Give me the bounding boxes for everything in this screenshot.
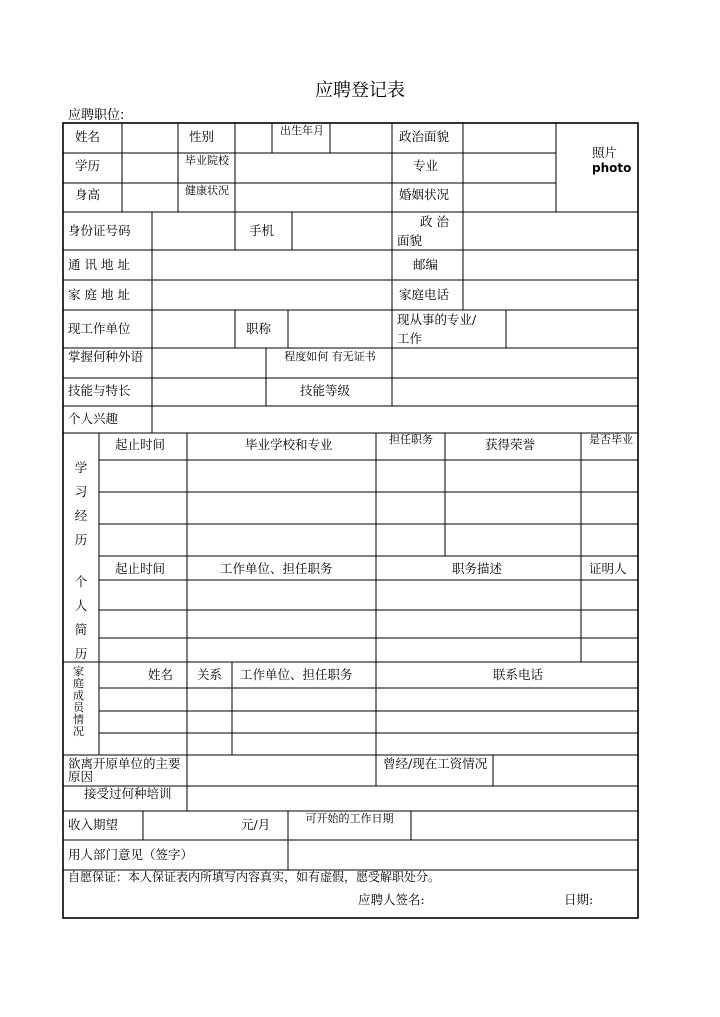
leave-reason-label: 欲离开原单位的主要原因 — [68, 756, 181, 784]
name-label: 姓名 — [75, 129, 101, 144]
salary-unit-label: 元/月 — [241, 817, 271, 832]
dept-opinion-label: 用人部门意见（签字） — [68, 847, 194, 862]
postcode-label: 邮编 — [413, 257, 439, 272]
language-level-label: 程度如何 有无证书 — [284, 350, 376, 363]
family-side-label: 家庭成员情况 — [73, 665, 84, 738]
skill-level-label: 技能等级 — [300, 383, 351, 398]
work-unit-header: 工作单位、担任职务 — [220, 561, 333, 576]
work-side-2: 人 — [74, 598, 88, 613]
current-work-label-b: 工作 — [397, 331, 423, 346]
photo-label-en: photo — [592, 161, 632, 175]
family-name-header: 姓名 — [148, 667, 174, 682]
study-graduated-header: 是否毕业 — [589, 433, 633, 446]
work-description-header: 职务描述 — [452, 561, 503, 576]
home-phone-label: 家庭电话 — [399, 287, 450, 302]
home-address-label: 家 庭 地 址 — [68, 287, 130, 302]
employer-label: 现工作单位 — [68, 321, 131, 336]
gender-label: 性别 — [189, 129, 215, 144]
study-position-header: 担任职务 — [389, 433, 433, 446]
pledge-text: 自愿保证：本人保证表内所填写内容真实，如有虚假，愿受解职处分。 — [68, 870, 441, 884]
position-label: 应聘职位: — [68, 108, 125, 123]
birth-label: 出生年月 — [280, 124, 324, 137]
work-side-3: 简 — [74, 622, 88, 637]
study-side-1: 学 — [74, 460, 88, 475]
politics2-label-b: 面貌 — [397, 233, 423, 248]
languages-label: 掌握何种外语 — [68, 349, 144, 364]
marital-label: 婚姻状况 — [399, 187, 450, 202]
salary-history-label: 曾经/现在工资情况 — [383, 756, 488, 771]
family-relation-header: 关系 — [197, 667, 223, 682]
date-label: 日期: — [564, 892, 594, 907]
study-school-header: 毕业学校和专业 — [245, 437, 333, 452]
politics-label: 政治面貌 — [399, 129, 450, 144]
mobile-label: 手机 — [249, 223, 275, 238]
health-label: 健康状况 — [185, 184, 229, 197]
training-label: 接受过何种培训 — [84, 786, 172, 801]
family-phone-header: 联系电话 — [493, 667, 544, 682]
school-label: 毕业院校 — [185, 154, 229, 167]
work-period-header: 起止时间 — [115, 561, 166, 576]
study-honors-header: 获得荣誉 — [485, 437, 536, 452]
skills-label: 技能与特长 — [68, 383, 131, 398]
id-number-label: 身份证号码 — [68, 223, 131, 238]
salary-expect-label: 收入期望 — [68, 817, 119, 832]
signature-label: 应聘人签名: — [358, 892, 425, 907]
education-label: 学历 — [75, 158, 101, 173]
study-side-4: 历 — [74, 532, 88, 547]
family-unit-header: 工作单位、担任职务 — [240, 667, 353, 682]
work-side-4: 历 — [74, 646, 88, 661]
photo-label: 照片 — [592, 145, 618, 160]
current-work-label-a: 现从事的专业/ — [397, 312, 477, 327]
height-label: 身高 — [75, 187, 101, 202]
study-side-2: 习 — [74, 484, 88, 499]
address-label: 通 讯 地 址 — [68, 257, 130, 272]
work-reference-header: 证明人 — [589, 561, 627, 576]
study-period-header: 起止时间 — [115, 437, 166, 452]
hobbies-label: 个人兴趣 — [68, 411, 119, 426]
work-side-1: 个 — [74, 574, 88, 589]
start-date-label: 可开始的工作日期 — [305, 812, 394, 825]
politics2-label-a: 政 治 — [420, 214, 449, 229]
job-title-label: 职称 — [246, 321, 272, 336]
form-title: 应聘登记表 — [315, 80, 405, 101]
major-label: 专业 — [413, 158, 439, 173]
study-side-3: 经 — [74, 508, 88, 523]
